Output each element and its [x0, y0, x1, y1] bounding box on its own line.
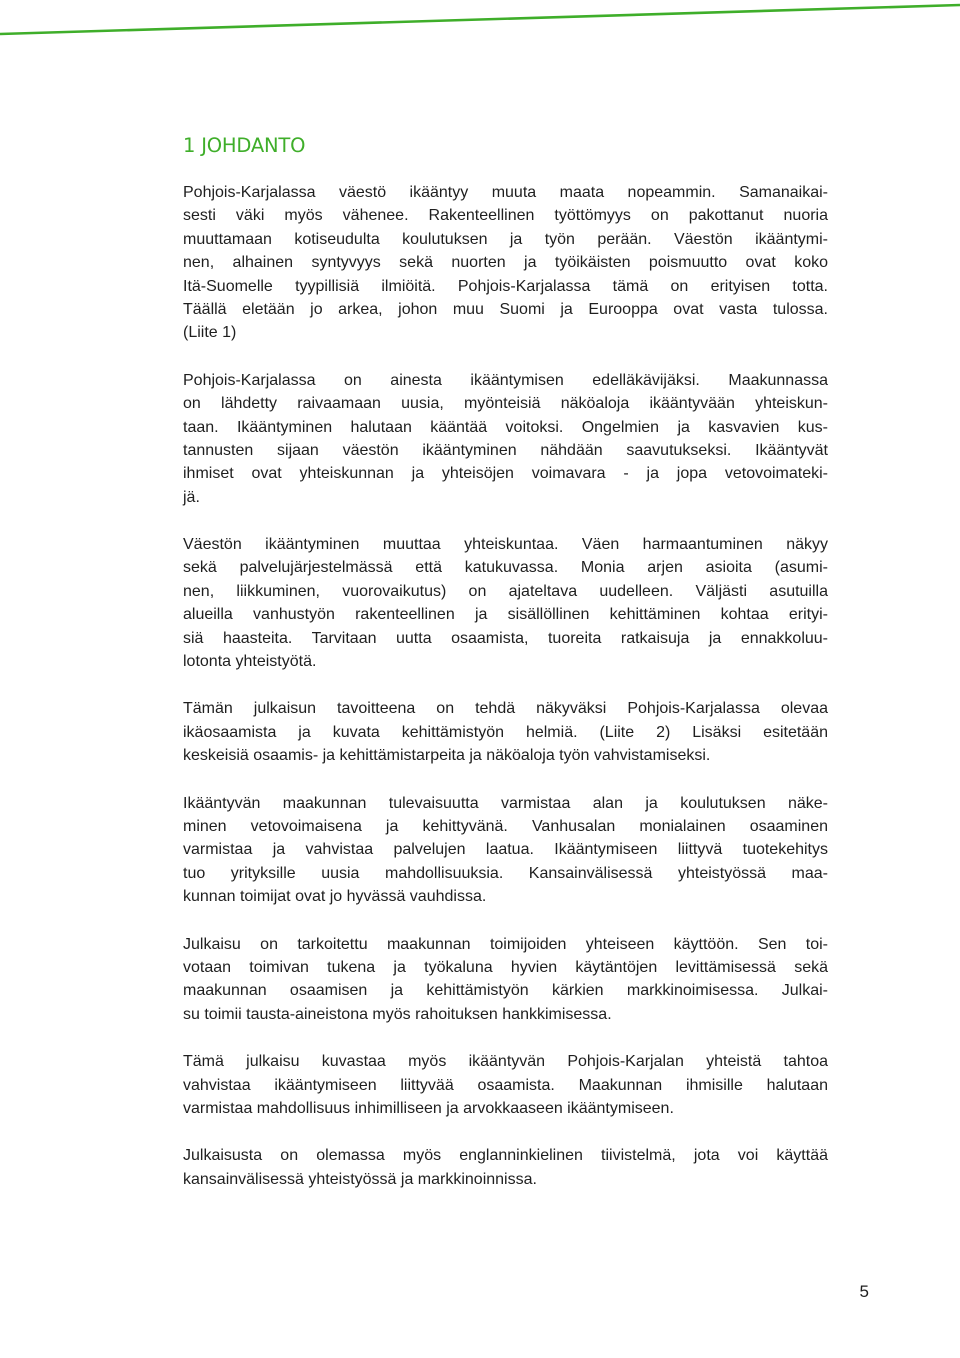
- paragraph-6: [183, 933, 828, 1027]
- text-line: ikäosaamista ja kuvata kehittämistyön helmiä. (Liite 2) Lisäksi esitetään: [183, 723, 828, 741]
- text-line: minen vetovoimaisena ja kehittyvänä. Vanhusalan monialainen osaaminen: [183, 817, 828, 835]
- paragraph-2: [183, 369, 828, 509]
- paragraph-7: [183, 1050, 828, 1120]
- paragraph-8: [183, 1144, 828, 1191]
- text-line: Itä-Suomelle tyypillisiä ilmiöitä. Pohjois-Karjalassa tämä on erityisen totta.: [183, 277, 828, 295]
- section-heading: 1 JOHDANTO: [183, 134, 306, 157]
- paragraph-1: [183, 181, 828, 345]
- text-line: su toimii tausta-aineistona myös rahoituksen hankkimisessa.: [183, 1005, 612, 1023]
- text-line: votaan toimivan tukena ja työkaluna hyvien käytäntöjen levittämisessä sekä: [183, 958, 828, 976]
- text-line: Ikääntyvän maakunnan tulevaisuutta varmistaa alan ja koulutuksen näke-: [183, 794, 828, 812]
- text-line: keskeisiä osaamis- ja kehittämistarpeita ja näköaloja työn vahvistamiseksi.: [183, 747, 711, 765]
- text-line: tannusten sijaan väestön ikääntyminen nähdään saavutukseksi. Ikääntyvät: [183, 441, 828, 459]
- text-line: nen, liikkuminen, vuorovaikutus) on ajateltava uudelleen. Väljästi asutuilla: [183, 582, 828, 600]
- text-line: alueilla vanhustyön rakenteellinen ja sisällöllinen kehittäminen kohtaa erityi-: [183, 606, 828, 624]
- text-line: Väestön ikääntyminen muuttaa yhteiskuntaa. Väen harmaantuminen näkyy: [183, 536, 828, 554]
- text-line: sekä palvelujärjestelmässä että katukuvassa. Monia arjen asioita (asumi-: [183, 559, 828, 577]
- text-line: on lähdetty raivaamaan uusia, myönteisiä näköaloja ikääntyvään yhteiskun-: [183, 395, 828, 413]
- text-line: kansainvälisessä yhteistyössä ja markkinoinnissa.: [183, 1170, 537, 1188]
- text-line: varmistaa mahdollisuus inhimilliseen ja arvokkaaseen ikääntymiseen.: [183, 1099, 674, 1117]
- text-line: varmistaa ja vahvistaa palvelujen laatua. Ikääntymiseen liittyvä tuotekehitys: [183, 841, 828, 859]
- text-line: ihmiset ovat yhteiskunnan ja yhteisöjen voimavara - ja jopa vetovoimateki-: [183, 465, 828, 483]
- paragraph-5: [183, 792, 828, 909]
- text-line: Pohjois-Karjalassa on ainesta ikääntymisen edelläkävijäksi. Maakunnassa: [183, 371, 828, 389]
- text-line: sesti väki myös vähenee. Rakenteellinen työttömyys on pakottanut nuoria: [183, 207, 828, 225]
- text-line: vahvistaa ikääntymiseen liittyvää osaamista. Maakunnan ihmisille halutaan: [183, 1076, 828, 1094]
- text-line: nen, alhainen syntyvyys sekä nuorten ja työikäisten poismuutto ovat koko: [183, 254, 828, 272]
- text-line: tuo yrityksille uusia mahdollisuuksia. Kansainvälisessä yhteistyössä maa-: [183, 864, 828, 882]
- top-green-rule: [0, 0, 960, 40]
- text-line: maakunnan osaamisen ja kehittämistyön kärkien markkinoimisessa. Julkai-: [183, 982, 828, 1000]
- body-text: [183, 181, 828, 1215]
- text-line: Täällä eletään jo arkea, johon muu Suomi ja Eurooppa ovat vasta tulossa.: [183, 300, 828, 318]
- text-line: Julkaisu on tarkoitettu maakunnan toimijoiden yhteiseen käyttöön. Sen toi-: [183, 935, 828, 953]
- text-line: (Liite 1): [183, 324, 237, 342]
- text-line: Julkaisusta on olemassa myös englanninkielinen tiivistelmä, jota voi käyttää: [183, 1147, 828, 1165]
- text-line: jä.: [183, 488, 200, 506]
- text-line: taan. Ikääntyminen halutaan kääntää voitoksi. Ongelmien ja kasvavien kus-: [183, 418, 828, 436]
- page-number: 5: [859, 1282, 869, 1301]
- text-line: Pohjois-Karjalassa väestö ikääntyy muuta maata nopeammin. Samanaikai-: [183, 184, 828, 201]
- text-line: Tämän julkaisun tavoitteena on tehdä näkyväksi Pohjois-Karjalassa olevaa: [183, 700, 828, 718]
- paragraph-3: [183, 533, 828, 673]
- text-line: kunnan toimijat ovat jo hyvässä vauhdissa.: [183, 888, 487, 906]
- text-line: lotonta yhteistyötä.: [183, 653, 317, 671]
- text-line: muuttamaan kotiseudulta koulutuksen ja työn perään. Väestön ikääntymi-: [183, 230, 828, 248]
- paragraph-4: [183, 697, 828, 767]
- text-line: siä haasteita. Tarvitaan uutta osaamista, tuoreita ratkaisuja ja ennakkoluu-: [183, 629, 828, 647]
- text-line: Tämä julkaisu kuvastaa myös ikääntyvän Pohjois-Karjalan yhteistä tahtoa: [183, 1053, 828, 1071]
